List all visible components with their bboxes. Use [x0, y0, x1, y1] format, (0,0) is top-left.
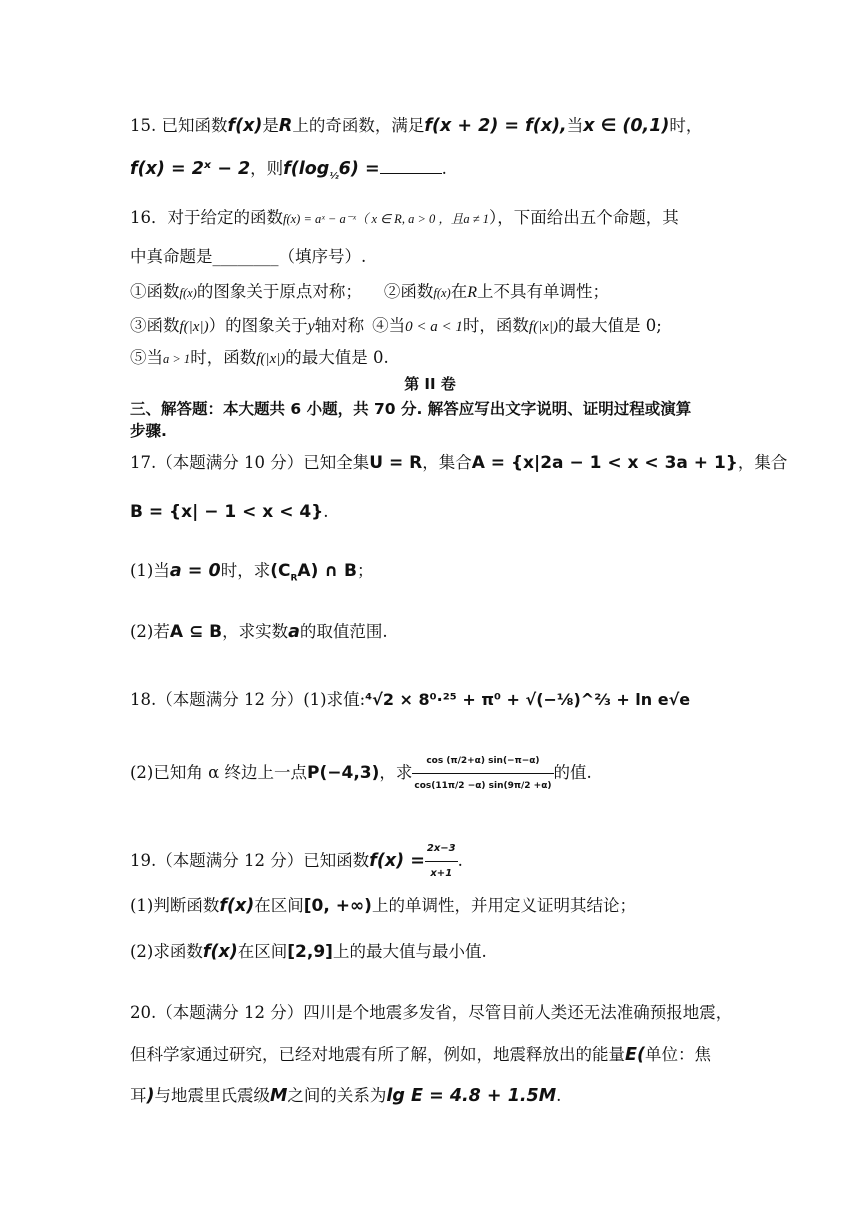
q19-interval-2: [2,9]	[287, 942, 333, 962]
q16-props-1	[130, 280, 609, 305]
q16-text: 中真命题是________（填序号）.	[130, 247, 367, 266]
q15-text: 上的奇函数，满足	[292, 116, 425, 135]
q16-props-3	[130, 346, 389, 371]
q16-prop3: 轴对称	[314, 316, 365, 335]
q16-text: 16．对于给定的函数	[130, 208, 283, 227]
q19-part2-f: f(x)	[202, 942, 238, 962]
q16-prop4: 的最大值是 0;	[557, 316, 662, 335]
section-title: 第 II 卷	[404, 375, 456, 393]
q20-text: 但科学家通过研究，已经对地震有所了解，例如，地震释放出的能量	[130, 1045, 625, 1064]
q19-part1-f: f(x)	[219, 896, 255, 916]
q17-complement-end: A) ∩ B	[297, 561, 357, 581]
q17-line-2	[130, 500, 329, 524]
q20-equation: lg E = 4.8 + 1.5M	[386, 1086, 557, 1106]
q16-domain: （ x ∈ R, a > 0 ，且	[355, 212, 464, 226]
q17-var-a: a	[288, 622, 300, 642]
q15-text: 当	[566, 116, 584, 135]
q18-part2: 的值.	[553, 763, 592, 782]
q15-text: ，则	[250, 159, 284, 178]
q16-prop5: ⑤当	[130, 348, 163, 367]
q16-prop3: ③函数	[130, 316, 180, 335]
q18-part-2	[130, 749, 592, 798]
section-heading-cont: 步骤.	[130, 422, 167, 440]
q17-part1: 时，求	[220, 561, 271, 580]
q20-period: .	[556, 1086, 562, 1105]
q18-point: P(−4,3)	[307, 763, 380, 783]
q20-text: 单位：焦	[644, 1045, 711, 1064]
q16-prop4-cond: 0 < a < 1	[405, 319, 463, 335]
q15-answer-blank	[380, 159, 442, 174]
q17-set-A: A = {x|2a − 1 < x < 3a + 1}	[471, 453, 738, 473]
q16-prop2: ②函数	[383, 282, 434, 301]
q17-semicolon: ；	[356, 561, 374, 580]
q17-part1: (1)当	[130, 561, 170, 580]
q16-prop3-y: y	[307, 318, 315, 335]
q17-complement: (C	[270, 561, 291, 581]
q20-line-1: 20.（本题满分 12 分）四川是个地震多发省，尽管目前人类还无法准确预报地震，	[130, 1003, 733, 1022]
q16-prop5-f: f(|x|)	[256, 351, 286, 367]
q16-prop3: ）的图象关于	[208, 316, 308, 335]
q18-denominator: cos(11π/2 −α) sin(9π/2 +α)	[412, 773, 553, 798]
q18-text: 18.（本题满分 12 分）(1)求值:	[130, 690, 366, 709]
q20-magnitude: M	[270, 1086, 288, 1106]
q18-part2: (2)已知角 α 终边上一点	[130, 763, 308, 782]
q17-a-zero: a = 0	[169, 561, 221, 581]
q18-fraction	[412, 749, 553, 798]
q15-fx: f(x)	[227, 116, 263, 136]
q19-part1: 在区间	[254, 896, 304, 915]
q16-prop1: ①函数	[130, 282, 180, 301]
q19-numerator: 2x−3	[426, 843, 456, 854]
q20-text: 之间的关系为	[287, 1086, 387, 1105]
q16-line-1	[130, 206, 679, 231]
q15-query-base: ½	[329, 171, 339, 182]
q19-interval-1: [0, +∞)	[303, 896, 372, 916]
q19-part1: 上的单调性，并用定义证明其结论；	[371, 896, 636, 915]
q20-line-2	[130, 1043, 711, 1067]
q19-part1: (1)判断函数	[130, 896, 220, 915]
q16-prop4: ④当	[372, 316, 406, 335]
section-heading: 三、解答题：本大题共 6 小题，共 70 分. 解答应写出文字说明、证明过程或演算	[130, 400, 692, 418]
q16-prop1-f: f(x)	[179, 286, 197, 300]
q15-text: 是	[262, 116, 279, 135]
q18-expression: ⁴√2 × 8⁰·²⁵ + π⁰ + √(−⅛)^⅔ + ln e√e	[365, 690, 691, 709]
q16-prop2: 上不具有单调性；	[477, 282, 609, 301]
q16-function: f(x) = aˣ − a⁻ˣ	[283, 212, 356, 226]
q16-prop2-R: R	[467, 284, 477, 301]
q16-line-2	[130, 245, 366, 269]
q17-period: .	[323, 502, 329, 521]
q16-prop5-cond: a > 1	[163, 352, 191, 366]
q19-part-1	[130, 894, 636, 918]
q16-cond: a ≠ 1	[463, 212, 490, 226]
q15-line-1	[130, 114, 702, 138]
q19-period: .	[457, 851, 463, 870]
q18-line-1	[130, 688, 690, 712]
q16-prop2-f: f(x)	[433, 286, 451, 300]
q16-prop5: 的最大值是 0.	[285, 348, 389, 367]
q17-part2: ，求实数	[222, 622, 289, 641]
q15-eq1: f(x + 2) = f(x),	[424, 116, 567, 136]
q17-part-2	[130, 620, 388, 644]
q16-prop5: 时，函数	[190, 348, 257, 367]
q16-prop4: 时，函数	[462, 316, 529, 335]
q17-part-1	[130, 559, 373, 590]
q17-text: 17.（本题满分 10 分）已知全集	[130, 453, 370, 472]
q19-part-2	[130, 940, 487, 964]
q15-cond: x ∈ (0,1)	[583, 116, 670, 136]
q20-line-3	[130, 1084, 561, 1108]
q19-line-1	[130, 837, 463, 886]
q20-paren: )	[146, 1086, 155, 1106]
q15-text: 15. 已知函数	[130, 116, 228, 135]
q19-part2: (2)求函数	[130, 942, 203, 961]
q17-universal-set: U = R	[369, 453, 423, 473]
q15-query-end: 6) =	[338, 159, 380, 179]
q15-R: R	[278, 116, 293, 136]
q19-part2: 在区间	[237, 942, 288, 961]
q18-numerator: cos (π/2+α) sin(−π−α)	[426, 756, 540, 766]
q17-part2: (2)若	[130, 622, 170, 641]
q17-set-B: B = {x| − 1 < x < 4}	[130, 502, 324, 522]
q20-text: 与地震里氏震级	[154, 1086, 270, 1105]
q17-complement-sub: R	[290, 573, 298, 584]
q19-text: 19.（本题满分 12 分）已知函数	[130, 851, 370, 870]
q15-period: .	[441, 159, 447, 178]
q17-text: ，集合	[737, 453, 788, 472]
q16-props-2	[130, 314, 662, 339]
q20-text: 耳	[130, 1086, 147, 1105]
q19-part2: 上的最大值与最小值.	[332, 942, 487, 961]
q15-text: 时，	[669, 116, 703, 135]
q18-part2: ，求	[379, 763, 413, 782]
q16-prop3-f: f(|x|)	[179, 319, 209, 335]
q17-part2: 的取值范围.	[299, 622, 388, 641]
q19-fx: f(x) =	[369, 851, 425, 871]
q16-prop1: 的图象关于原点对称；	[196, 282, 362, 301]
q16-prop2: 在	[450, 282, 468, 301]
q17-subset: A ⊆ B	[169, 622, 223, 642]
q15-query: f(log	[283, 159, 330, 179]
q19-fraction	[425, 837, 458, 886]
q19-denominator: x+1	[425, 861, 458, 886]
q17-text: ，集合	[422, 453, 472, 472]
q20-energy: E(	[625, 1045, 645, 1065]
q15-line-2	[130, 157, 447, 188]
q16-text: ），下面给出五个命题，其	[489, 208, 679, 227]
q16-prop4-f: f(|x|)	[528, 319, 558, 335]
q15-eq2: f(x) = 2ˣ − 2	[130, 159, 251, 179]
q17-line-1	[130, 451, 787, 475]
